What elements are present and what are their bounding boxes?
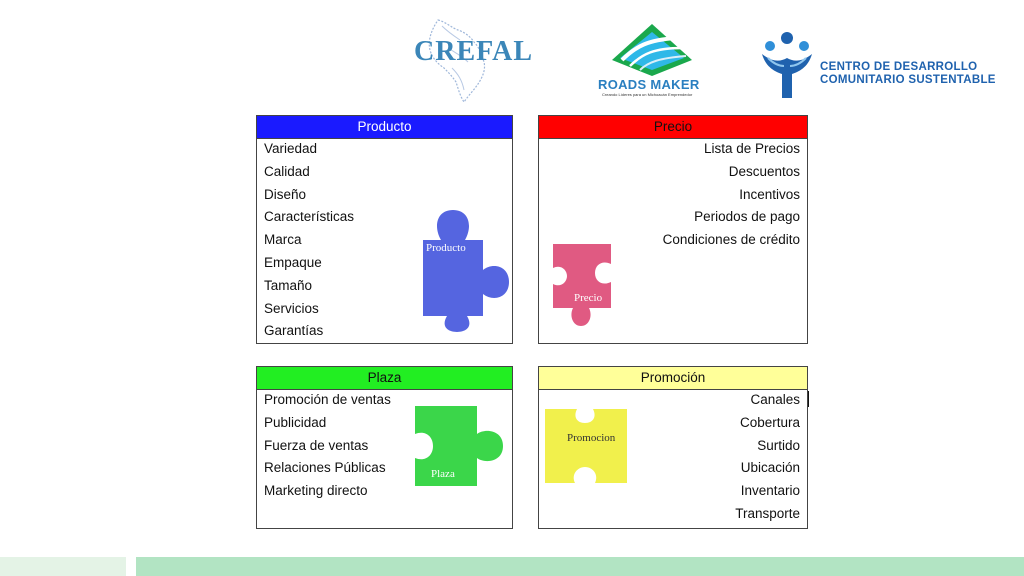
list-item: Inventario xyxy=(740,483,800,499)
plaza-puzzle-piece-icon xyxy=(413,404,505,493)
roads-maker-title: ROADS MAKER xyxy=(598,77,700,92)
list-item: Publicidad xyxy=(264,414,327,430)
cds-logo-text xyxy=(820,61,996,87)
list-item: Servicios xyxy=(264,300,319,316)
text-cursor xyxy=(808,391,809,407)
list-item: Transporte xyxy=(735,505,800,521)
list-item: Incentivos xyxy=(739,186,800,202)
roads-maker-logo xyxy=(596,22,708,100)
roads-maker-road-icon xyxy=(596,22,708,78)
precio-card xyxy=(538,115,808,344)
precio-header: Precio xyxy=(539,116,807,139)
promocion-puzzle-label: Promocion xyxy=(567,432,616,444)
list-item: Surtido xyxy=(757,437,800,453)
list-item: Condiciones de crédito xyxy=(662,232,800,248)
cds-logo xyxy=(758,28,1020,100)
promocion-header: Promoción xyxy=(539,367,807,390)
list-item: Variedad xyxy=(264,141,318,156)
crefal-logo xyxy=(408,18,534,104)
cds-logo-line1: CENTRO DE DESARROLLO xyxy=(820,61,978,73)
list-item: Marketing directo xyxy=(264,483,368,499)
precio-puzzle-label: Precio xyxy=(574,292,603,304)
plaza-puzzle-label: Plaza xyxy=(431,468,455,480)
promocion-puzzle-piece-icon xyxy=(543,407,629,490)
list-item: Lista de Precios xyxy=(703,141,800,156)
roads-maker-subtitle: Creando Líderes para un Michoacán Emprendedor xyxy=(602,92,693,97)
cds-logo-line2: COMUNITARIO SUSTENTABLE xyxy=(820,74,996,86)
producto-puzzle-label: Producto xyxy=(426,242,466,254)
list-item: Fuerza de ventas xyxy=(264,437,369,453)
producto-puzzle-piece-icon xyxy=(419,208,509,337)
list-item: Promoción de ventas xyxy=(264,392,391,407)
footer-band-left xyxy=(0,557,126,576)
list-item: Canales xyxy=(750,392,800,407)
promocion-card xyxy=(538,366,808,529)
community-people-icon xyxy=(758,28,816,100)
precio-list xyxy=(539,138,807,252)
list-item: Diseño xyxy=(264,186,307,202)
footer-band-right xyxy=(136,557,1024,576)
list-item: Descuentos xyxy=(728,163,800,179)
producto-header: Producto xyxy=(257,116,512,139)
list-item: Garantías xyxy=(264,323,324,339)
list-item: Empaque xyxy=(264,254,322,270)
list-item: Calidad xyxy=(264,163,310,179)
list-item: Características xyxy=(264,209,355,225)
list-item: Marca xyxy=(264,232,302,248)
list-item: Tamaño xyxy=(264,277,313,293)
precio-puzzle-piece-icon xyxy=(551,242,613,333)
plaza-card xyxy=(256,366,513,529)
list-item: Relaciones Públicas xyxy=(264,460,386,476)
producto-card xyxy=(256,115,513,344)
list-item: Ubicación xyxy=(740,460,800,476)
plaza-header: Plaza xyxy=(257,367,512,390)
crefal-logo-text: CREFAL xyxy=(414,36,534,67)
list-item: Periodos de pago xyxy=(694,209,800,225)
list-item: Cobertura xyxy=(739,414,800,430)
